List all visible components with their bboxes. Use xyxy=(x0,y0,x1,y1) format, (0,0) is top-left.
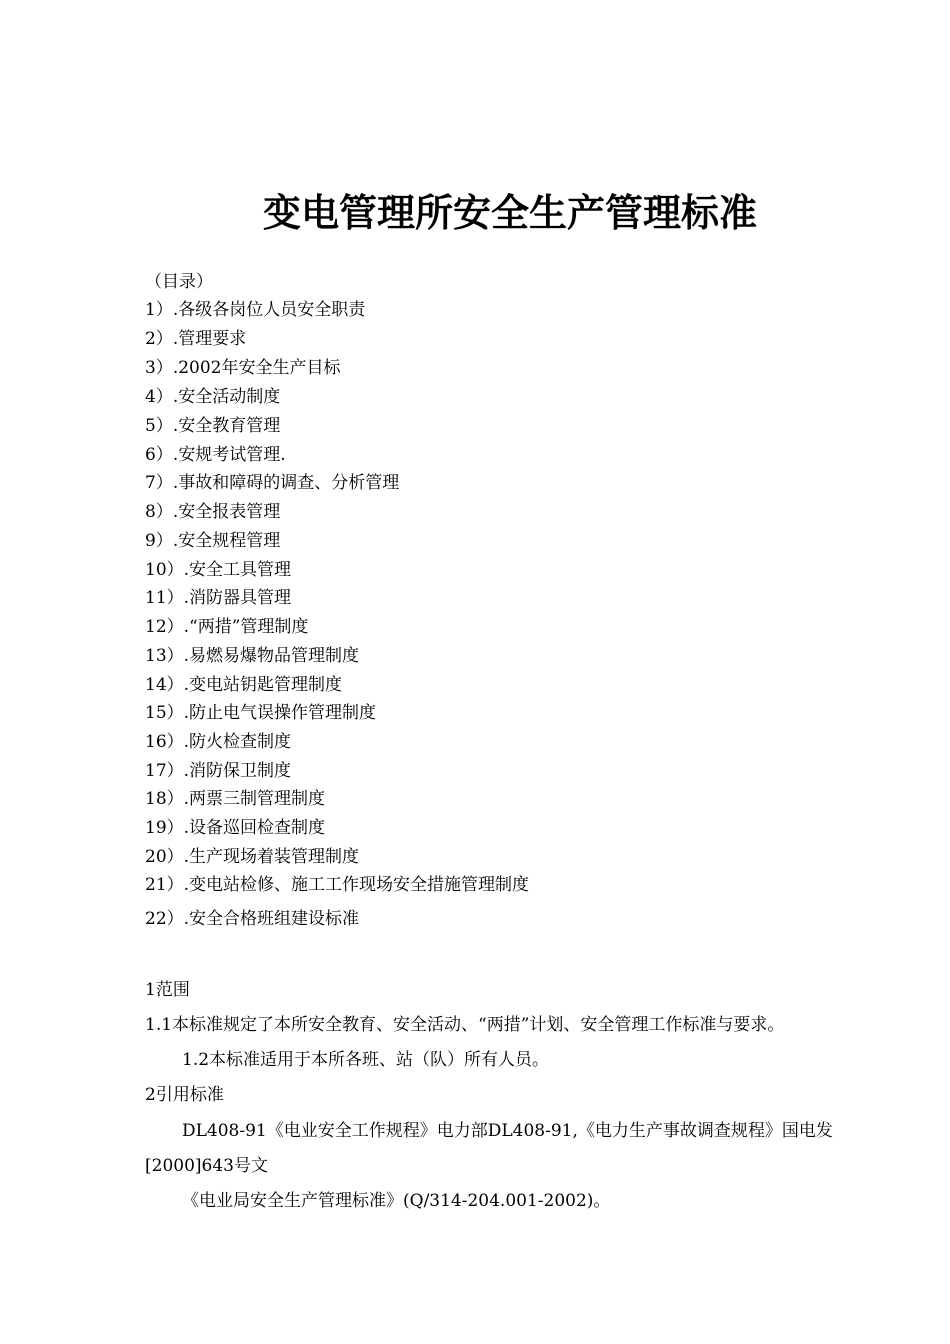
toc-item: 6）.安规考试管理. xyxy=(145,445,286,465)
paragraph: [2000]643号文 xyxy=(145,1156,268,1176)
paragraph: 1.2本标准适用于本所各班、站（队）所有人员。 xyxy=(182,1050,550,1070)
toc-item: 12）.“两措”管理制度 xyxy=(145,617,309,637)
toc-item: 13）.易燃易爆物品管理制度 xyxy=(145,646,360,666)
page-title: 变电管理所安全生产管理标准 xyxy=(262,191,757,235)
toc-item: 11）.消防器具管理 xyxy=(145,588,292,608)
toc-item: 17）.消防保卫制度 xyxy=(145,761,292,781)
toc-item: 21）.变电站检修、施工工作现场安全措施管理制度 xyxy=(145,875,530,895)
toc-item: 9）.安全规程管理 xyxy=(145,531,281,551)
toc-item: 10）.安全工具管理 xyxy=(145,560,292,580)
toc-item: 16）.防火检查制度 xyxy=(145,732,292,752)
toc-item: 15）.防止电气误操作管理制度 xyxy=(145,703,377,723)
section-heading: 1范围 xyxy=(145,980,190,1000)
toc-item: 3）.2002年安全生产目标 xyxy=(145,358,341,378)
paragraph: DL408-91《电业安全工作规程》电力部DL408-91,《电力生产事故调查规程》国电发 xyxy=(182,1121,833,1141)
toc-item: 14）.变电站钥匙管理制度 xyxy=(145,675,343,695)
toc-heading: （目录） xyxy=(145,272,213,292)
toc-item: 7）.事故和障碍的调查、分析管理 xyxy=(145,473,400,493)
toc-item: 5）.安全教育管理 xyxy=(145,416,281,436)
toc-item: 19）.设备巡回检查制度 xyxy=(145,818,326,838)
section-heading: 2引用标准 xyxy=(145,1085,224,1105)
toc-item: 4）.安全活动制度 xyxy=(145,387,281,407)
paragraph: 《电业局安全生产管理标准》(Q/314-204.001-2002)。 xyxy=(182,1191,611,1211)
toc-item: 20）.生产现场着装管理制度 xyxy=(145,847,360,867)
toc-item: 1）.各级各岗位人员安全职责 xyxy=(145,300,366,320)
paragraph: 1.1本标准规定了本所安全教育、安全活动、“两措”计划、安全管理工作标准与要求。 xyxy=(145,1015,785,1035)
toc-item: 18）.两票三制管理制度 xyxy=(145,789,326,809)
toc-item: 8）.安全报表管理 xyxy=(145,502,281,522)
toc-item: 22）.安全合格班组建设标准 xyxy=(145,909,360,929)
toc-item: 2）.管理要求 xyxy=(145,329,247,349)
